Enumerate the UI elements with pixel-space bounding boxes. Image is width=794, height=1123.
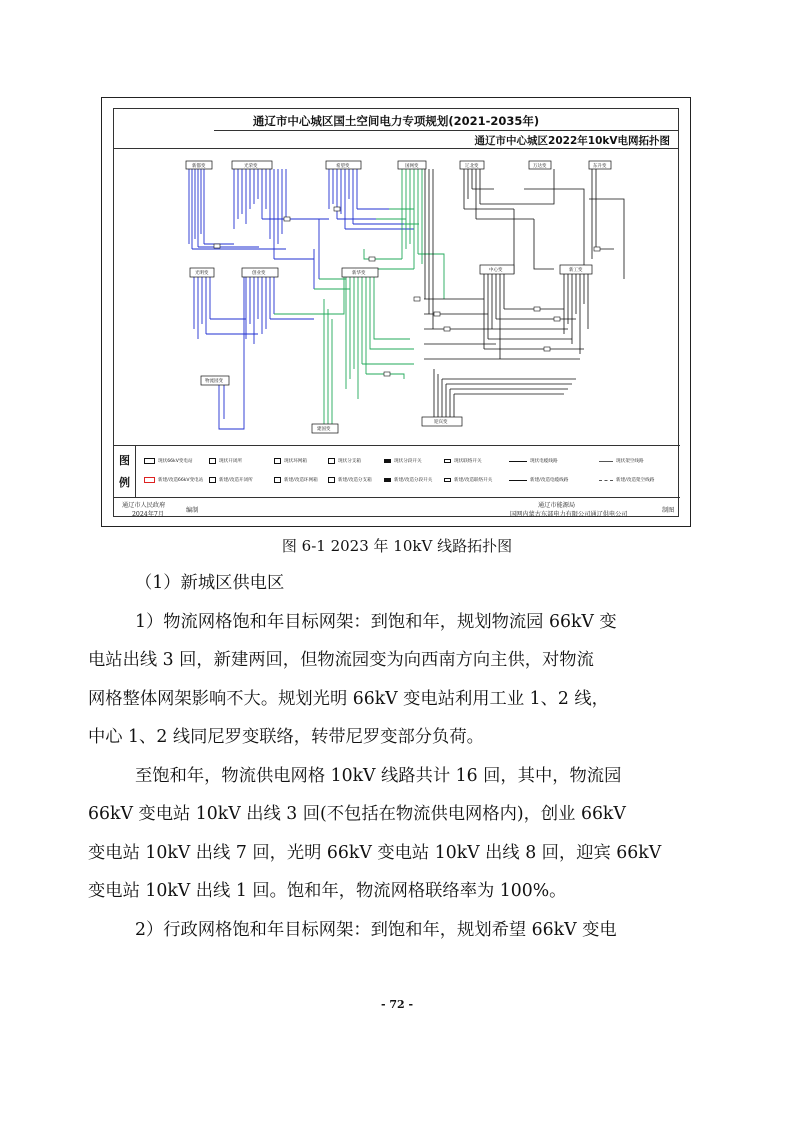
- ring-unit-icon: [274, 458, 281, 464]
- paragraph-line: 电站出线 3 回，新建两回，但物流园变为向西南方向主供，对物流: [88, 650, 594, 670]
- figure-footer: [114, 497, 680, 518]
- legend-existing-overhead: 现状架空线路: [599, 458, 644, 464]
- paragraph-line: 变电站 10kV 出线 1 回。饱和年，物流网格联络率为 100%。: [88, 881, 567, 901]
- station-xingong-label: 新工变: [569, 268, 583, 273]
- paragraph-line: 中心 1、2 线同尼罗变联络，转带尼罗变部分负荷。: [88, 727, 484, 747]
- overhead-line-icon: [599, 461, 613, 462]
- station-guangrong-label: 光荣变: [244, 164, 258, 169]
- station-guowang-label: 国网变: [405, 164, 419, 169]
- new-switchgear-icon: [209, 477, 216, 483]
- legend-new-overhead: 新建/改造架空线路: [599, 477, 654, 483]
- station-wuliuyuan-label: 物流园变: [205, 379, 223, 384]
- figure-title: 通辽市中心城区国土空间电力专项规划(2021-2035年): [252, 114, 540, 128]
- blue-feeders: [189, 169, 414, 429]
- section-heading: （1）新城区供电区: [135, 573, 285, 593]
- section-switch-icon: [384, 459, 391, 463]
- figure-caption: 图 6-1 2023 年 10kV 线路拓扑图: [281, 537, 513, 555]
- footer-date: 2024年7月: [132, 511, 165, 518]
- legend-new-tie-switch: 新建/改造联络开关: [444, 477, 492, 483]
- legend-new-branch-box: 新建/改造分支箱: [328, 477, 372, 483]
- switch-boxes: [214, 207, 600, 376]
- legend-new-ring-unit: 新建/改造环网箱: [274, 477, 318, 483]
- station-zhongxin-label: 中心变: [489, 268, 503, 273]
- legend-existing-tie-switch: 现状联络开关: [444, 458, 482, 464]
- new-branch-box-icon: [328, 477, 335, 483]
- legend-new-cable: 新建/改造电缆线路: [509, 477, 568, 483]
- topology-diagram: [114, 149, 680, 445]
- station-xingong: [560, 265, 592, 274]
- figure-subtitle: 通辽市中心城区2022年10kV电网拓扑图: [474, 135, 670, 147]
- legend-existing-substation: 现状66kV变电站: [144, 458, 193, 464]
- legend: [114, 445, 680, 497]
- green-feeders: [274, 169, 444, 424]
- legend-existing-branch-box: 现状分支箱: [328, 458, 361, 464]
- paragraph-line: 2）行政网格饱和年目标网架：到饱和年，规划希望 66kV 变电: [135, 919, 617, 940]
- station-wuliuyuan: [201, 376, 229, 385]
- legend-new-substation: 新建/改造66kV变电站: [144, 477, 203, 483]
- legend-existing-cable: 现状电缆线路: [509, 458, 558, 464]
- paragraph-line: 66kV 变电站 10kV 出线 3 回(不包括在物流供电网格内)，创业 66kV: [88, 804, 626, 824]
- figure-inner: [113, 108, 679, 517]
- new-tie-switch-icon: [444, 478, 451, 482]
- station-yingbin-label: 迎宾变: [434, 420, 448, 425]
- branch-box-icon: [328, 458, 335, 464]
- station-chuangye: [242, 268, 278, 277]
- legend-label: [114, 446, 136, 497]
- new-overhead-line-icon: [599, 480, 613, 481]
- legend-new-section-switch: 新建/改造分段开关: [384, 477, 432, 483]
- paragraph-line: 至饱和年，物流供电网格 10kV 线路共计 16 回，其中，物流园: [135, 765, 622, 786]
- station-xinhua-label: 新华变: [352, 271, 366, 276]
- station-wanda: [529, 161, 551, 169]
- paragraph-line: 1）物流网格饱和年目标网架：到饱和年，规划物流园 66kV 变: [135, 611, 617, 632]
- legend-label-bottom: 例: [119, 476, 130, 489]
- title-divider: [214, 130, 678, 131]
- station-chuangye-label: 创业变: [252, 271, 266, 276]
- new-section-switch-icon: [384, 478, 391, 482]
- page-number: - 72 -: [380, 998, 414, 1011]
- station-dongsheng-label: 东升变: [593, 164, 607, 169]
- legend-existing-switchgear: 现状开闭所: [209, 458, 242, 464]
- footer-org-left: 通辽市人民政府: [122, 502, 166, 509]
- station-guowang: [398, 161, 426, 169]
- legend-existing-section-switch: 现状分段开关: [384, 458, 422, 464]
- footer-role-right: 制图: [662, 507, 675, 514]
- body-text: [88, 564, 708, 949]
- station-wanda-label: 万达变: [533, 164, 547, 169]
- switchgear-icon: [209, 458, 216, 464]
- tie-switch-icon: [444, 459, 451, 463]
- figure-title-bar: [114, 109, 678, 149]
- footer-role-left: 编制: [186, 507, 199, 514]
- station-guangming-label: 光明变: [195, 271, 209, 276]
- cable-line-icon: [509, 461, 527, 462]
- figure-frame: [101, 97, 691, 527]
- station-liaobei-label: 辽北变: [465, 164, 479, 169]
- station-zhongxin: [480, 265, 514, 274]
- new-cable-line-icon: [509, 480, 527, 481]
- station-xindu: [186, 161, 212, 169]
- station-guangming: [190, 268, 214, 277]
- station-xinhua: [342, 268, 378, 277]
- station-xiwang: [326, 161, 361, 169]
- footer-org-right-2: 国网内蒙古东部电力有限公司通辽供电公司: [510, 511, 628, 518]
- station-jianguo-label: 建国变: [317, 427, 331, 432]
- station-jianguo: [312, 424, 338, 433]
- paragraph-line: 变电站 10kV 出线 7 回，光明 66kV 变电站 10kV 出线 8 回，迎宾 66kV: [88, 842, 662, 863]
- new-ring-unit-icon: [274, 477, 281, 483]
- station-xiwang-label: 希望变: [336, 164, 350, 169]
- legend-new-switchgear: 新建/改造开闭所: [209, 477, 253, 483]
- station-yingbin: [422, 417, 462, 426]
- station-dongsheng: [589, 161, 611, 169]
- legend-label-top: 图: [119, 454, 130, 467]
- station-guangrong: [232, 161, 272, 169]
- station-xindu-label: 新都变: [192, 164, 206, 169]
- station-liaobei: [460, 161, 484, 169]
- black-feeders: [424, 169, 624, 417]
- substation-icon: [144, 458, 155, 464]
- new-substation-icon: [144, 477, 155, 483]
- legend-existing-ring-unit: 现状环网箱: [274, 458, 307, 464]
- footer-org-right-1: 通辽市能源局: [538, 502, 576, 509]
- paragraph-line: 网格整体网架影响不大。规划光明 66kV 变电站利用工业 1、2 线，: [88, 688, 609, 709]
